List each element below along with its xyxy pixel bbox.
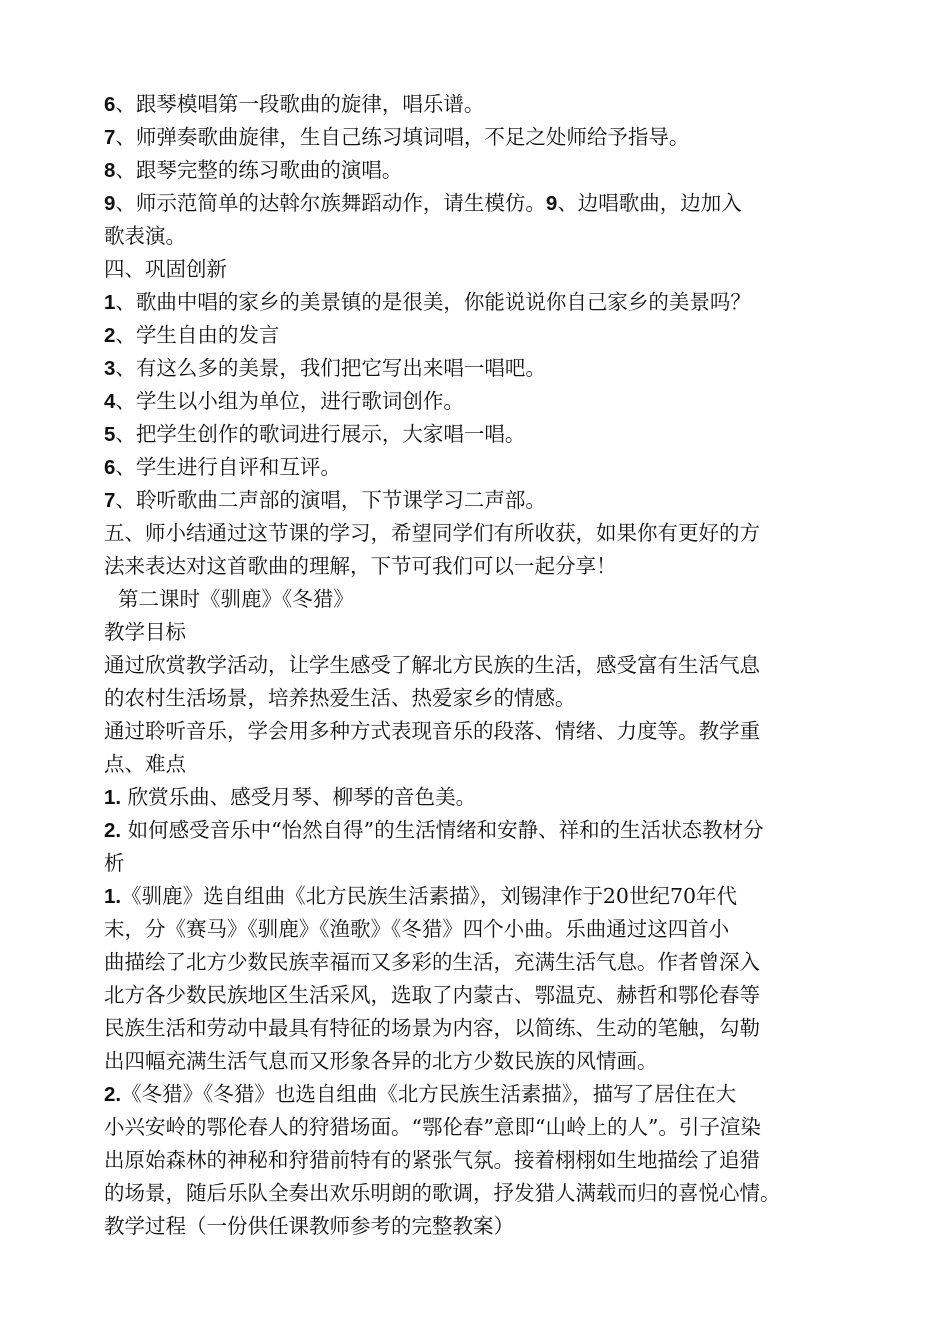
line-text: 末，分《赛马》《驯鹿》《渔歌》《冬猎》四个小曲。乐曲通过这四首小	[104, 917, 730, 941]
document-page	[104, 88, 864, 1243]
line-text: 小兴安岭的鄂伦春人的狩猎场面。“鄂伦春”意即“山岭上的人”。引子渲染	[104, 1115, 761, 1139]
text-line	[104, 154, 864, 187]
text-line	[104, 979, 864, 1012]
list-number: 1	[104, 291, 116, 314]
line-text: 民族生活和劳动中最具有特征的场景为内容，以简练、生动的笔触，勾勒	[104, 1016, 760, 1040]
line-text: 、师示范简单的达斡尔族舞蹈动作，请生模仿。	[115, 191, 546, 215]
line-text: 、把学生创作的歌词进行展示，大家唱一唱。	[115, 422, 526, 446]
text-line	[104, 682, 864, 715]
text-line	[104, 88, 864, 121]
text-line	[104, 517, 864, 550]
text-line	[104, 187, 864, 220]
line-text: 、跟琴模唱第一段歌曲的旋律，唱乐谱。	[115, 92, 485, 116]
list-number: 6	[104, 93, 116, 116]
text-line	[104, 253, 864, 286]
line-text: 、跟琴完整的练习歌曲的演唱。	[115, 158, 403, 182]
list-number: 9	[104, 192, 116, 215]
line-text: 、学生自由的发言	[115, 323, 280, 347]
text-line	[104, 418, 864, 451]
text-line	[104, 583, 864, 616]
line-text: 析	[104, 851, 125, 875]
text-line	[104, 1111, 864, 1144]
text-line	[104, 847, 864, 880]
text-line	[104, 121, 864, 154]
line-text: 四、巩固创新	[104, 257, 227, 281]
list-number: 5	[104, 423, 116, 446]
line-text: 欣赏乐曲、感受月琴、柳琴的音色美。	[121, 785, 477, 809]
text-line	[104, 286, 864, 319]
line-text: 如何感受音乐中“怡然自得”的生活情绪和安静、祥和的生活状态教材分	[121, 818, 764, 842]
line-text: 、有这么多的美景，我们把它写出来唱一唱吧。	[115, 356, 546, 380]
text-line	[104, 1210, 864, 1243]
text-line	[104, 220, 864, 253]
line-text: 、学生以小组为单位，进行歌词创作。	[115, 389, 464, 413]
line-text: 教学过程（一份供任课教师参考的完整教案）	[104, 1214, 514, 1238]
text-line	[104, 649, 864, 682]
line-text: 第二课时《驯鹿》《冬猎》	[118, 587, 354, 611]
line-text: 、边唱歌曲，边加入	[557, 191, 742, 215]
line-text: 法来表达对这首歌曲的理解，下节可我们可以一起分享！	[104, 554, 617, 578]
list-number: 7	[104, 489, 116, 512]
line-text: 出原始森林的神秘和狩猎前特有的紧张气氛。接着栩栩如生地描绘了追猎	[104, 1148, 760, 1172]
line-text: 通过欣赏教学活动，让学生感受了解北方民族的生活，感受富有生活气息	[104, 653, 760, 677]
text-line	[104, 550, 864, 583]
list-number: 8	[104, 159, 116, 182]
text-line	[104, 814, 864, 847]
list-number: 7	[104, 126, 116, 149]
list-number: 4	[104, 390, 116, 413]
list-number: 2	[104, 324, 116, 347]
text-line	[104, 1144, 864, 1177]
line-text: 北方各少数民族地区生活采风，选取了内蒙古、鄂温克、赫哲和鄂伦春等	[104, 983, 760, 1007]
line-text: 通过聆听音乐，学会用多种方式表现音乐的段落、情绪、力度等。教学重	[104, 719, 760, 743]
text-line	[104, 748, 864, 781]
text-line	[104, 1045, 864, 1078]
line-text: 的场景，随后乐队全奏出欢乐明朗的歌调，抒发猎人满载而归的喜悦心情。	[104, 1181, 781, 1205]
list-number: 2.	[104, 1083, 122, 1106]
list-number: 1.	[104, 885, 122, 908]
list-number: 3	[104, 357, 116, 380]
line-text: 五、师小结通过这节课的学习，希望同学们有所收获，如果你有更好的方	[104, 521, 760, 545]
text-line	[104, 1078, 864, 1111]
text-line	[104, 880, 864, 913]
text-line	[104, 1012, 864, 1045]
line-text: 的农村生活场景，培养热爱生活、热爱家乡的情感。	[104, 686, 576, 710]
text-line	[104, 319, 864, 352]
list-number: 6	[104, 456, 116, 479]
text-line	[104, 616, 864, 649]
list-number: 9	[545, 192, 558, 215]
list-number: 2.	[104, 819, 122, 842]
line-text: 曲描绘了北方少数民族幸福而又多彩的生活，充满生活气息。作者曾深入	[104, 950, 760, 974]
line-text: 《驯鹿》选自组曲《北方民族生活素描》，刘锡津作于20世纪70年代	[121, 884, 738, 908]
line-text: 点、难点	[104, 752, 186, 776]
line-text: 《冬猎》《冬猎》也选自组曲《北方民族生活素描》，描写了居住在大	[121, 1082, 737, 1106]
text-line	[104, 352, 864, 385]
text-line	[104, 913, 864, 946]
line-text: 、聆听歌曲二声部的演唱，下节课学习二声部。	[115, 488, 546, 512]
line-text: 歌表演。	[104, 224, 186, 248]
line-text: 出四幅充满生活气息而又形象各异的北方少数民族的风情画。	[104, 1049, 658, 1073]
text-line	[104, 385, 864, 418]
line-text: 教学目标	[104, 620, 186, 644]
line-text: 、歌曲中唱的家乡的美景镇的是很美，你能说说你自己家乡的美景吗？	[115, 290, 751, 314]
text-line	[104, 781, 864, 814]
text-line	[104, 451, 864, 484]
text-line	[104, 715, 864, 748]
text-line	[104, 484, 864, 517]
list-number: 1.	[104, 786, 122, 809]
line-text: 、师弹奏歌曲旋律，生自己练习填词唱，不足之处师给予指导。	[115, 125, 690, 149]
text-line	[104, 946, 864, 979]
text-line	[104, 1177, 864, 1210]
line-text: 、学生进行自评和互评。	[115, 455, 341, 479]
